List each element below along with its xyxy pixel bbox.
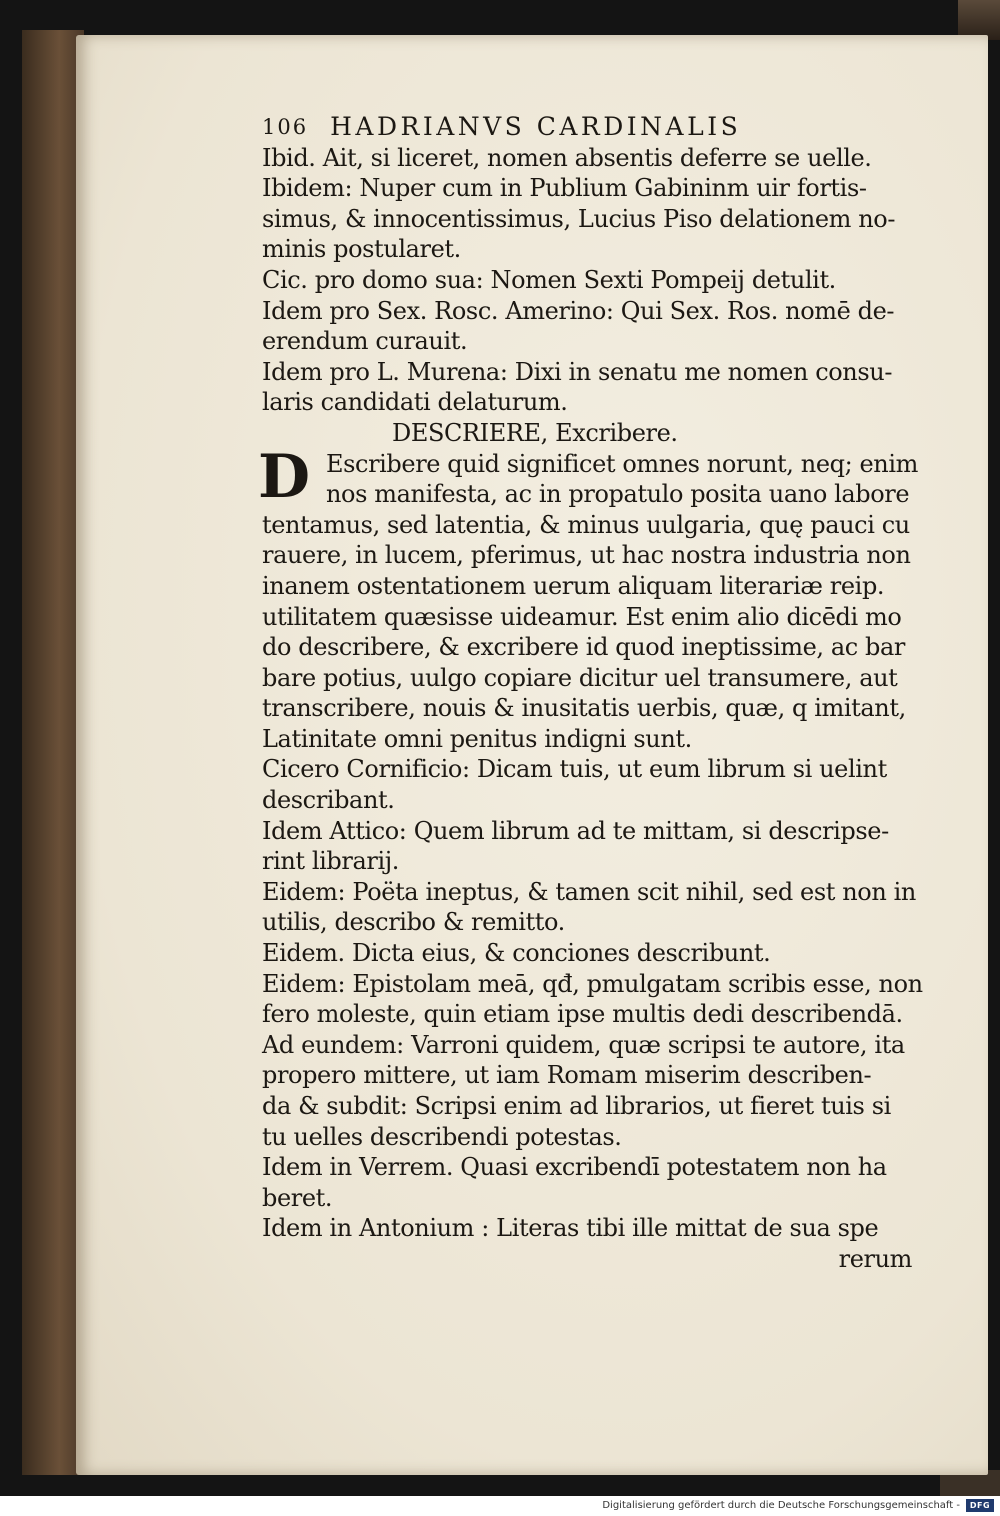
text-line: inanem ostentationem uerum aliquam literariæ reip. — [262, 571, 885, 600]
text-line: Ibid. Ait, si liceret, nomen absentis deferre se uelle. — [262, 143, 872, 172]
text-line: do describere, & excribere id quod ineptissime, ac bar — [262, 633, 906, 662]
catchword: rerum — [838, 1244, 912, 1273]
quote-line: da & subdit: Scripsi enim ad librarios, ut fieret tuis si — [262, 1092, 891, 1120]
digitization-footer — [0, 1496, 1000, 1516]
quote-line: utilis, describo & remitto. — [262, 908, 565, 937]
section-heading: DESCRIERE, Excribere. — [392, 418, 678, 447]
running-head: HADRIANVS CARDINALIS — [330, 112, 742, 141]
quote-line: rint librarij. — [262, 847, 399, 876]
book-cover-edge-left — [22, 30, 84, 1475]
text-line: minis postularet. — [262, 235, 461, 264]
quote-line: Eidem: Epistolam meā, qđ, pmulgatam scribis esse, non — [262, 969, 923, 998]
text-line: laris candidati delaturum. — [262, 388, 568, 417]
text-line: nos manifesta, ac in propatulo posita uano labore — [326, 480, 910, 509]
quote-line: Ad eundem: Varroni quidem, quæ scripsi te autore, ita — [262, 1030, 905, 1059]
quote-line: Idem in Antonium : Literas tibi ille mittat de sua spe — [262, 1214, 879, 1243]
text-line: Idem pro L. Murena: Dixi in senatu me nomen consu- — [262, 357, 893, 386]
text-line: Escribere quid significet omnes norunt, neq; enim — [326, 449, 918, 478]
text-line: tentamus, sed latentia, & minus uulgaria, quę pauci cu — [262, 510, 910, 539]
text-line: Latinitate omni penitus indigni sunt. — [262, 724, 692, 753]
quote-line: describant. — [262, 786, 395, 815]
text-line: Idem pro Sex. Rosc. Amerino: Qui Sex. Ros. nomē de- — [262, 296, 895, 325]
text-line: rauere, in lucem, pferimus, ut hac nostra industria non — [262, 541, 911, 570]
quote-line: Idem in Verrem. Quasi excribendī potestatem non ha — [262, 1153, 887, 1182]
quote-line: Eidem: Poëta ineptus, & tamen scit nihil, sed est non in — [262, 877, 916, 906]
text-line: bare potius, uulgo copiare dicitur uel transumere, aut — [262, 663, 898, 692]
quote-line: tu uelles describendi potestas. — [262, 1122, 622, 1151]
quote-line: propero mittere, ut iam Romam miserim describen- — [262, 1061, 872, 1090]
text-line: erendum curauit. — [262, 327, 468, 356]
quote-line: Idem Attico: Quem librum ad te mittam, si descripse- — [262, 816, 889, 845]
page-text-block — [258, 112, 923, 1275]
text-line: simus, & innocentissimus, Lucius Piso delationem no- — [262, 204, 896, 233]
page-number: 106 — [262, 115, 309, 139]
quote-line: fero moleste, quin etiam ipse multis dedi describendā. — [262, 1000, 903, 1029]
book-cover-edge-top-right — [958, 0, 1000, 40]
text-line: Cic. pro domo sua: Nomen Sexti Pompeij detulit. — [262, 265, 836, 294]
text-line: transcribere, nouis & inusitatis uerbis, quæ, q imitant, — [262, 694, 906, 723]
text-line: Ibidem: Nuper cum in Publium Gabininm uir fortis- — [262, 174, 867, 203]
dropcap-paragraph — [258, 441, 922, 755]
quote-line: Eidem. Dicta eius, & conciones describunt. — [262, 939, 771, 968]
funding-credit: Digitalisierung gefördert durch die Deutsche Forschungsgemeinschaft - — [602, 1500, 960, 1511]
quote-line: Cicero Cornificio: Dicam tuis, ut eum librum si uelint — [262, 755, 887, 784]
quote-line: beret. — [262, 1183, 333, 1212]
dfg-logo: DFG — [966, 1499, 994, 1512]
page-header — [262, 112, 922, 143]
dropcap-initial: D — [258, 441, 310, 512]
text-line: utilitatem quæsisse uideamur. Est enim alio dicēdi mo — [262, 602, 902, 631]
